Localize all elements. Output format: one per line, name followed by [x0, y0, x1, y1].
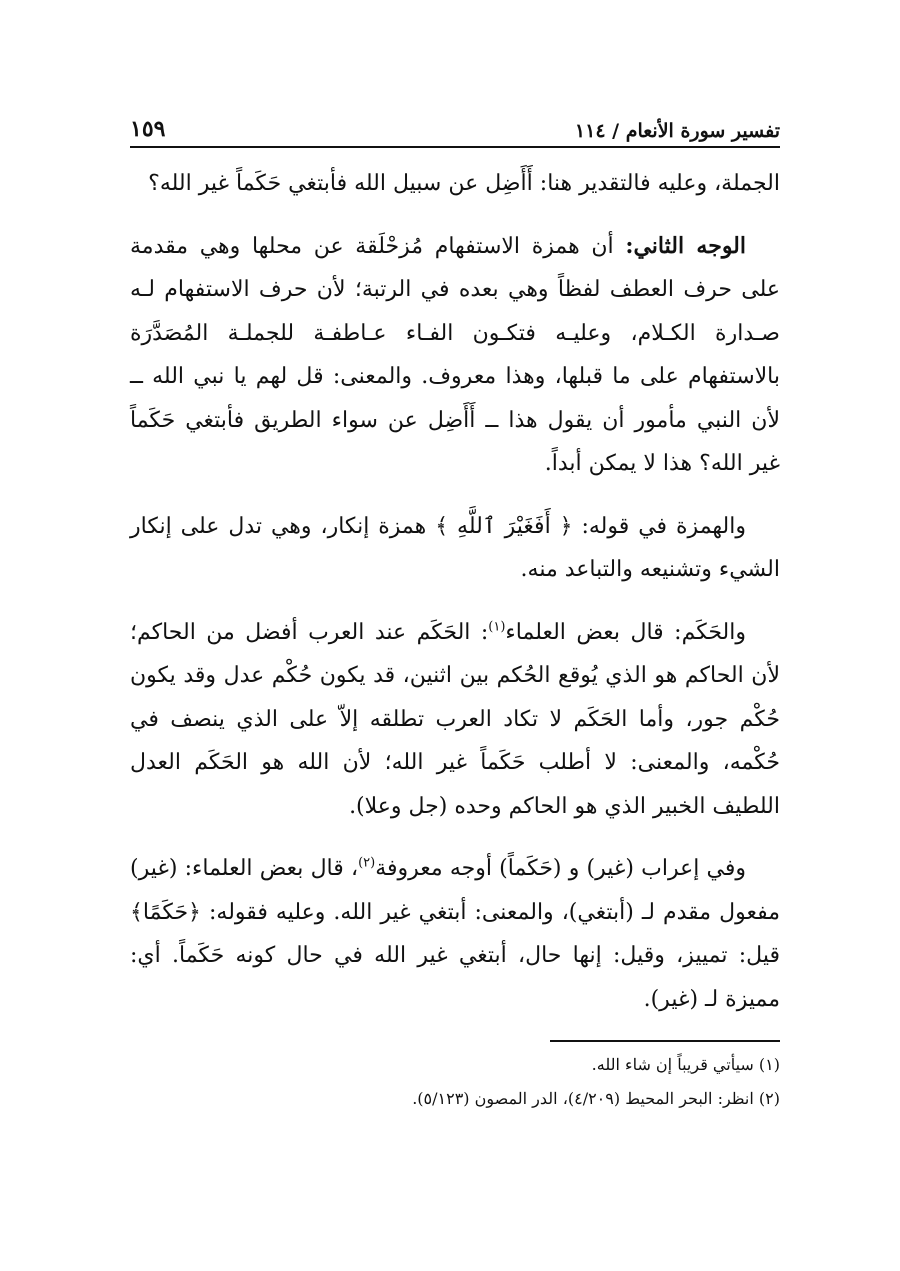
- paragraph-irab: [130, 847, 780, 1021]
- paragraph-hamza: [130, 505, 780, 592]
- footnote-ref-2[interactable]: (٢): [358, 855, 376, 871]
- paragraph-second-aspect: [130, 225, 780, 486]
- page-number: ١٥٩: [130, 116, 166, 142]
- paragraph-hakam: [130, 611, 780, 829]
- paragraph-text-after-note: : الحَكَم عند العرب أفضل من الحاكم؛ لأن الحاكم هو الذي يُوقع الحُكم بين اثنين، قد يكون حُكْم عدل وقد يكون حُكْم جور، وأما الحَكَم لا تكاد العرب تطلقه إلاّ على الذي ينصف في حُكْمه، والمعنى: لا أطلب حَكَماً غير الله؛ لأن الله هو الحَكَم العدل اللطيف الخبير الذي هو الحاكم وحده (جل وعلا).: [130, 619, 780, 819]
- book-page: [130, 100, 780, 1116]
- footnote-2: (٢) انظر: البحر المحيط (٤/٢٠٩)، الدر المصون (٥/١٢٣).: [412, 1089, 780, 1108]
- footnote-divider: [550, 1040, 780, 1042]
- paragraph-continuation: [130, 162, 780, 206]
- paragraph-text: الجملة، وعليه فالتقدير هنا: أَأَضِل عن سبيل الله فأبتغي حَكَماً غير الله؟: [148, 171, 780, 196]
- footnote-ref-1[interactable]: (١): [488, 619, 506, 635]
- footnotes: [130, 1040, 780, 1116]
- footnote-1: (١) سيأتي قريباً إن شاء الله.: [591, 1055, 780, 1074]
- main-text: [130, 162, 780, 1021]
- paragraph-text: والهمزة في قوله: ﴿ أَفَغَيْرَ ٱللَّهِ ﴾ همزة إنكار، وهي تدل على إنكار الشيء وتشنيعه والتباعد منه.: [130, 513, 780, 582]
- paragraph-text-before-note: وفي إعراب (غير) و (حَكَماً) أوجه معروفة: [375, 856, 746, 881]
- paragraph-text: أن همزة الاستفهام مُزحْلَقة عن محلها وهي مقدمة على حرف العطف لفظاً وهي بعده في الرتبة؛ لأن حرف الاستفهام لـه صـدارة الكـلام، وعليـه فتكـون الفـاء عـاطفـة للجملـة المُصَدَّرَة بالاستفهام على ما قبلها، وهذا معروف. والمعنى: قل لهم يا نبي الله ــ لأن النبي مأمور أن يقول هذا ــ أَأَضِل عن سواء الطريق فأبتغي حَكَماً غير الله؟ هذا لا يمكن أبداً.: [130, 233, 780, 476]
- running-title: تفسير سورة الأنعام / ١١٤: [574, 120, 780, 142]
- paragraph-text-after-note: ، قال بعض العلماء: (غير) مفعول مقدم لـ (أبتغي)، والمعنى: أبتغي غير الله. وعليه فقوله: ﴿حَكَمًا﴾ قيل: تمييز، وقيل: إنها حال، أبتغي غير الله في حال كونه حَكَماً. أي: مميزة لـ (غير).: [130, 856, 780, 1012]
- paragraph-lead: الوجه الثاني:: [625, 232, 747, 259]
- paragraph-text-before-note: والحَكَم: قال بعض العلماء: [505, 619, 747, 645]
- page-header: [130, 100, 780, 148]
